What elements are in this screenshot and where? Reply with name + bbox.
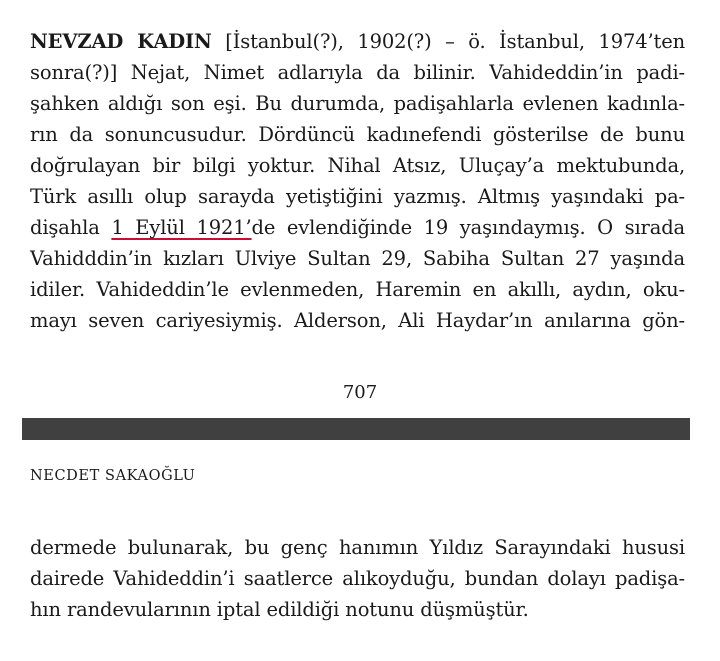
entry-name: NEVZAD KADIN [30, 30, 212, 53]
text-line: rın da sonuncusudur. Dördüncü kadınefendi gösterilse de bunu [30, 123, 685, 146]
line-text: de evlendiğinde 19 yaşındaymış. O sırada [251, 216, 686, 239]
text-line [30, 212, 685, 243]
underlined-date: 1 Eylül 1921’ [111, 216, 252, 239]
text-line: Vahidddin’in kızları Ulviye Sultan 29, Sabiha Sultan 27 yaşında [30, 247, 685, 270]
text-line: doğrulayan bir bilgi yoktur. Nihal Atsız, Uluçay’a mektubunda, [30, 154, 685, 177]
page-number: 707 [342, 382, 378, 403]
continuation-paragraph [30, 532, 685, 625]
line-text: dişahla [30, 216, 112, 239]
text-line: hın randevularının iptal edildiği notunu düşmüştür. [30, 598, 529, 621]
entry-paragraph [30, 26, 685, 336]
text-line: dairede Vahideddin’i saatlerce alıkoyduğu, bundan dolayı padişa- [30, 567, 685, 590]
text-line [30, 26, 685, 57]
page-divider [22, 418, 690, 440]
text-line: Türk asıllı olup sarayda yetiştiğini yazmış. Altmış yaşındaki pa- [30, 185, 685, 208]
text-line: idiler. Vahideddin’le evlenmeden, Haremin en akıllı, aydın, oku- [30, 278, 685, 301]
text-line: şahken aldığı son eşi. Bu durumda, padişahlarla evlenen kadınla- [30, 92, 685, 115]
text-line: dermede bulunarak, bu genç hanımın Yıldız Sarayındaki hususi [30, 536, 685, 559]
text-line: mayı seven cariyesiymiş. Alderson, Ali Haydar’ın anılarına gön- [30, 309, 685, 332]
line-text: [İstanbul(?), 1902(?) – ö. İstanbul, 1974’ten [211, 30, 685, 53]
text-line: sonra(?)] Nejat, Nimet adlarıyla da bilinir. Vahideddin’in padi- [30, 61, 685, 84]
running-head: NECDET SAKAOĞLU [30, 468, 196, 484]
